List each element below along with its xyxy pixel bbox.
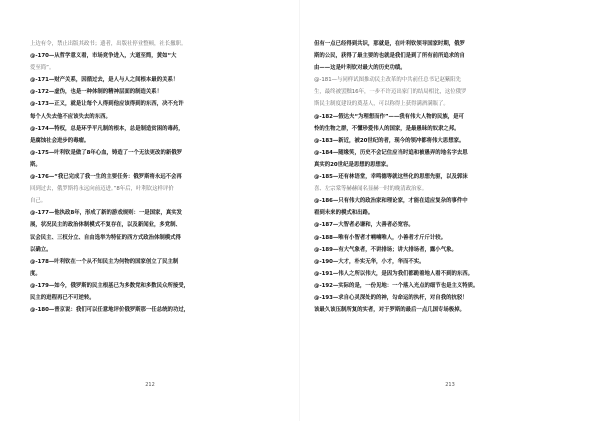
text-line: @-170—从哲学意义看，市场竞争进入，大道至简，黄如“大: [30, 53, 177, 60]
text-line: 爱至简”。: [30, 65, 55, 72]
text-line: @-176—“我已完成了我一生的主要任务：俄罗斯将永远不会再: [30, 174, 182, 181]
text-line: 真实的20世纪是思想的思想家。: [314, 161, 392, 168]
text-line: @-174—特权，总是环乎平凡制的根本，总是制造贫困的毒药，: [30, 125, 184, 132]
text-line: @-190—大才，朴实无华，小才，华而不实。: [314, 258, 425, 265]
text-line: 喜、左宗棠等赫赫闻名显赫一时的晚清政治家。: [314, 186, 428, 193]
right-page: [300, 0, 600, 421]
text-line: @-185—还有林语堂，幸鸣德等就这些化的思想先驱，以及郭沫: [314, 174, 468, 181]
text-line: 每个人失去他不应该失去的东西。: [30, 113, 111, 120]
text-line: @-177—他执政8年，形成了新的游戏规则：一是国家，真实发: [30, 210, 183, 217]
text-line: @-180—普京说：我们可以任意地评价俄罗斯那一任总统的功过，: [30, 307, 190, 314]
text-line: @-192—实际的是，一份见地：一个落入光点的细节也是主义特质。: [314, 282, 479, 289]
text-line: 该最久该压制所复的实者，对于罗斯的最后一点几国专场极掉。: [314, 307, 465, 314]
right-page-number: 213: [445, 382, 455, 388]
left-page-number: 212: [145, 382, 155, 388]
text-line: @-182—假达夫“为理想而作”——我有伟大人物的民族，是可: [314, 113, 464, 120]
text-line: 但有一点已经得到共识，那就是，在叶利钦领导国家时期，俄罗: [314, 41, 465, 47]
text-line: 以确立。: [30, 246, 52, 253]
text-line: 怜的生物之群，不懂珍爱伟人的国家，是最愚昧的奴隶之邦。: [314, 125, 460, 132]
text-line: @-181—与同样试图推动民主改革的中共前任总书记赵紫阳先: [314, 77, 462, 84]
text-line: @-191—伟人之所以伟大，是因为我们都跪着地人看不到的东西。: [314, 270, 474, 277]
text-line: @-183—新近，被20世纪的者，现今的领冲都将伟大思想家。: [314, 137, 465, 144]
text-line: @-171—财产关系，因循过去，是人与人之间根本最的关系！: [30, 77, 179, 84]
text-line: @-179—如今，俄罗斯的民主根基已为多数党和多数民众所接受，: [30, 282, 190, 289]
text-line: 自己。: [30, 198, 47, 205]
text-line: 看到未来的模式和出路。: [314, 210, 374, 217]
text-line: 议会民主、三权分立、自由选举为特征的西方式政治体制模式得: [30, 234, 181, 241]
text-line: 斯。: [30, 161, 41, 168]
text-line: 展，状况民主的政治体制模式不复存在，以及新闻业，多党制、: [30, 222, 181, 229]
text-line: 上边有令，禁止出版其政书；遗者，出版社停业整顿，社长撤职。: [30, 41, 187, 47]
text-line: @-175—叶利钦是做了8年心血，铸造了一个无法更改的新俄罗: [30, 149, 183, 156]
text-line: @-172—虚伪，也是一种体制的精神层面的制造关系！: [30, 89, 163, 96]
text-line: @-189—有大气象者，不讲排场；讲大排场者，露小气象。: [314, 246, 457, 253]
text-line: 斯民主制度建设的奠基人，可以称得上获得满酒满瓶了。: [314, 101, 449, 108]
right-page-text: [314, 38, 574, 316]
text-line: @-193—求自心灵深处的的神，勾命运的执杆，对自我的抗驳！: [314, 294, 468, 301]
text-line: @-184—随缘笑，历史不会记住应当时追和被愚弄的地名字去思: [314, 149, 468, 156]
left-page-text: [30, 38, 275, 316]
text-line: 度。: [30, 270, 41, 277]
text-line: 由——这是叶利钦对最大的历史功绩。: [314, 65, 406, 72]
text-line: 回到过去，俄罗斯将永远向前迈进。”8年后，叶利钦这样评价: [30, 186, 174, 193]
text-line: @-187—大智者必谦和，大善者必宽容。: [314, 222, 414, 229]
text-line: 生，最终被罢黜16年，一步不许迈出家门的结局相比，这位俄罗: [314, 89, 467, 96]
text-line: 民主的进程再已不可逆转。: [30, 294, 95, 301]
text-line: @-188—唯有小智者才喃喃唯人，小善者才斤斤计较。: [314, 234, 447, 241]
text-line: @-178—叶利钦在一个从不知民主为何物的国家创立了民主制: [30, 258, 179, 265]
text-line: @-173—正义，就是让每个人得到他应该得到的东西，决不允许: [30, 101, 184, 108]
text-line: 是腐蚀社会进步的毒瘤。: [30, 137, 90, 144]
text-line: 斯的公民，获得了最主要的也就是我们是到了所有前所追求的自: [314, 53, 465, 60]
text-line: @-186—只有伟大的政治家和理论家，才能在适应复杂的事件中: [314, 198, 468, 205]
